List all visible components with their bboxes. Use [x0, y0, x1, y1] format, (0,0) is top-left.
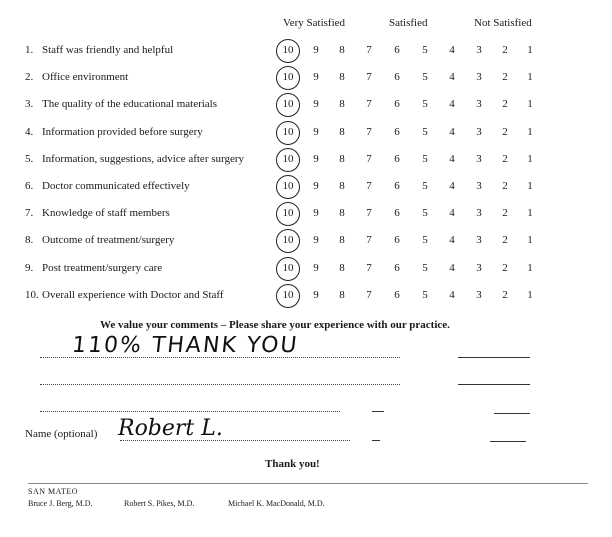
selected-rating-circle [276, 202, 300, 226]
question-number: 2. [25, 71, 34, 84]
rating-option[interactable]: 2 [502, 125, 508, 138]
question-label [25, 71, 128, 83]
rating-option[interactable]: 4 [449, 261, 455, 274]
rating-option[interactable]: 1 [527, 180, 533, 192]
rating-option[interactable]: 9 [313, 125, 319, 138]
comment-line-2[interactable] [40, 384, 400, 385]
question-text: Doctor communicated effectively [42, 180, 190, 192]
rating-option[interactable]: 6 [394, 152, 400, 165]
question-label [25, 262, 162, 274]
question-label [25, 126, 203, 138]
question-number: 10. [25, 288, 39, 301]
rating-option[interactable]: 8 [339, 207, 345, 220]
rating-option[interactable]: 4 [449, 288, 455, 301]
rating-option[interactable]: 10 [282, 44, 294, 56]
rating-option[interactable]: 6 [394, 207, 400, 220]
rating-option[interactable]: 8 [339, 261, 345, 274]
rating-option[interactable]: 1 [527, 44, 533, 56]
name-line-end [490, 441, 526, 442]
rating-option[interactable]: 1 [527, 261, 533, 274]
rating-option[interactable]: 8 [339, 98, 345, 111]
rating-option[interactable]: 3 [476, 44, 482, 56]
rating-option[interactable]: 7 [366, 288, 372, 301]
footer-divider [28, 483, 588, 484]
rating-option[interactable]: 2 [502, 152, 508, 165]
comment-line-3-mark [372, 411, 384, 412]
rating-option[interactable]: 6 [394, 125, 400, 138]
question-number: 3. [25, 98, 34, 111]
rating-option[interactable]: 5 [422, 180, 428, 192]
question-number: 7. [25, 207, 34, 220]
rating-option[interactable]: 9 [313, 234, 319, 247]
rating-option[interactable]: 8 [339, 71, 345, 84]
rating-option[interactable]: 5 [422, 44, 428, 56]
rating-option[interactable]: 1 [527, 288, 533, 301]
footer-doctor-2: Robert S. Pikes, M.D. [124, 499, 195, 508]
rating-option[interactable]: 4 [449, 44, 455, 56]
rating-option[interactable]: 7 [366, 261, 372, 274]
rating-option[interactable]: 7 [366, 234, 372, 247]
question-label [25, 98, 217, 110]
rating-option[interactable]: 1 [527, 152, 533, 165]
rating-option[interactable]: 10 [282, 71, 294, 84]
question-number: 1. [25, 44, 34, 56]
rating-option[interactable]: 7 [366, 98, 372, 111]
selected-rating-circle [276, 175, 300, 199]
footer-doctor-1: Bruce J. Berg, M.D. [28, 499, 93, 508]
question-label [25, 180, 190, 192]
selected-rating-circle [276, 39, 300, 63]
rating-option[interactable]: 5 [422, 98, 428, 111]
rating-option[interactable]: 8 [339, 180, 345, 192]
question-number: 9. [25, 261, 34, 274]
rating-option[interactable]: 8 [339, 44, 345, 56]
rating-option[interactable]: 6 [394, 261, 400, 274]
question-text: Information provided before surgery [42, 125, 203, 138]
thank-you-text: Thank you! [265, 458, 320, 470]
rating-option[interactable]: 2 [502, 288, 508, 301]
rating-option[interactable]: 8 [339, 125, 345, 138]
rating-option[interactable]: 4 [449, 234, 455, 247]
rating-option[interactable]: 7 [366, 180, 372, 192]
question-text: Staff was friendly and helpful [42, 44, 174, 56]
footer-doctor-3: Michael K. MacDonald, M.D. [228, 499, 325, 508]
rating-option[interactable]: 3 [476, 261, 482, 274]
rating-option[interactable]: 1 [527, 207, 533, 220]
rating-option[interactable]: 10 [282, 288, 294, 301]
question-label [25, 234, 174, 246]
rating-option[interactable]: 2 [502, 71, 508, 84]
comment-line-2-end [458, 384, 530, 385]
rating-option[interactable]: 9 [313, 180, 319, 192]
rating-option[interactable]: 4 [449, 125, 455, 138]
selected-rating-circle [276, 284, 300, 308]
rating-option[interactable]: 6 [394, 71, 400, 84]
rating-option[interactable]: 2 [502, 207, 508, 220]
comment-line-1[interactable] [40, 357, 400, 358]
rating-option[interactable]: 9 [313, 288, 319, 301]
rating-option[interactable]: 3 [476, 125, 482, 138]
rating-option[interactable]: 9 [313, 207, 319, 220]
selected-rating-circle [276, 148, 300, 172]
rating-option[interactable]: 5 [422, 125, 428, 138]
scale-very-satisfied: Very Satisfied [283, 17, 346, 29]
rating-option[interactable]: 1 [527, 98, 533, 111]
scale-not-satisfied: Not Satisfied [474, 17, 532, 29]
rating-option[interactable]: 3 [476, 207, 482, 220]
rating-option[interactable]: 10 [282, 98, 294, 111]
selected-rating-circle [276, 121, 300, 145]
rating-option[interactable]: 4 [449, 207, 455, 220]
footer-location: SAN MATEO [28, 487, 79, 496]
rating-option[interactable]: 6 [394, 98, 400, 111]
rating-option[interactable]: 10 [282, 234, 294, 247]
rating-option[interactable]: 9 [313, 44, 319, 56]
comment-line-3-end [494, 413, 530, 414]
question-number: 4. [25, 125, 34, 138]
rating-option[interactable]: 6 [394, 288, 400, 301]
rating-option[interactable]: 3 [476, 98, 482, 111]
rating-option[interactable]: 3 [476, 234, 482, 247]
rating-option[interactable]: 7 [366, 71, 372, 84]
rating-option[interactable]: 3 [476, 152, 482, 165]
selected-rating-circle [276, 66, 300, 90]
question-label [25, 44, 173, 56]
rating-option[interactable]: 6 [394, 180, 400, 192]
rating-option[interactable]: 8 [339, 152, 345, 165]
rating-option[interactable]: 5 [422, 288, 428, 301]
rating-option[interactable]: 2 [502, 44, 508, 56]
rating-option[interactable]: 7 [366, 125, 372, 138]
rating-option[interactable]: 5 [422, 71, 428, 84]
question-text: The quality of the educational materials [42, 98, 218, 111]
selected-rating-circle [276, 229, 300, 253]
name-field[interactable] [120, 440, 350, 441]
question-label [25, 207, 170, 219]
comment-line-1-end [458, 357, 530, 358]
selected-rating-circle [276, 93, 300, 117]
rating-option[interactable]: 2 [502, 234, 508, 247]
name-line-mark [372, 440, 380, 441]
scale-satisfied: Satisfied [389, 17, 428, 29]
question-label [25, 153, 244, 165]
handwritten-comment: 110% THANK YOU [70, 333, 300, 358]
question-text: Outcome of treatment/surgery [42, 234, 175, 247]
question-text: Knowledge of staff members [42, 207, 170, 220]
question-text: Overall experience with Doctor and Staff [42, 288, 224, 301]
rating-option[interactable]: 6 [394, 44, 400, 56]
rating-option[interactable]: 5 [422, 234, 428, 247]
rating-option[interactable]: 9 [313, 152, 319, 165]
question-text: Post treatment/surgery care [42, 261, 163, 274]
question-number: 6. [25, 180, 34, 192]
question-text: Office environment [42, 71, 129, 84]
rating-option[interactable]: 10 [282, 207, 294, 220]
rating-option[interactable]: 2 [502, 98, 508, 111]
rating-option[interactable]: 3 [476, 71, 482, 84]
rating-option[interactable]: 5 [422, 152, 428, 165]
rating-option[interactable]: 6 [394, 234, 400, 247]
rating-option[interactable]: 10 [282, 152, 294, 165]
question-label [25, 289, 224, 301]
rating-option[interactable]: 10 [282, 180, 294, 192]
rating-option[interactable]: 7 [366, 207, 372, 220]
rating-option[interactable]: 9 [313, 71, 319, 84]
rating-option[interactable]: 8 [339, 288, 345, 301]
rating-option[interactable]: 4 [449, 152, 455, 165]
signature: Robert L. [118, 416, 223, 441]
rating-option[interactable]: 1 [527, 234, 533, 247]
rating-option[interactable]: 4 [449, 98, 455, 111]
comments-prompt: We value your comments – Please share your experience with our practice. [100, 319, 450, 331]
rating-option[interactable]: 5 [422, 261, 428, 274]
rating-option[interactable]: 3 [476, 288, 482, 301]
rating-option[interactable]: 2 [502, 261, 508, 274]
rating-option[interactable]: 10 [282, 125, 294, 138]
rating-option[interactable]: 4 [449, 71, 455, 84]
question-text: Information, suggestions, advice after surgery [42, 152, 245, 165]
question-number: 5. [25, 152, 34, 165]
rating-option[interactable]: 9 [313, 261, 319, 274]
question-number: 8. [25, 234, 34, 247]
rating-option[interactable]: 7 [366, 44, 372, 56]
selected-rating-circle [276, 257, 300, 281]
rating-option[interactable]: 2 [502, 180, 508, 192]
rating-option[interactable]: 5 [422, 207, 428, 220]
rating-option[interactable]: 10 [282, 261, 294, 274]
rating-option[interactable]: 7 [366, 152, 372, 165]
rating-option[interactable]: 1 [527, 125, 533, 138]
name-label: Name (optional) [25, 428, 98, 440]
rating-option[interactable]: 1 [527, 71, 533, 84]
comment-line-3[interactable] [40, 411, 340, 412]
rating-option[interactable]: 9 [313, 98, 319, 111]
rating-option[interactable]: 8 [339, 234, 345, 247]
rating-option[interactable]: 3 [476, 180, 482, 192]
rating-option[interactable]: 4 [449, 180, 455, 192]
